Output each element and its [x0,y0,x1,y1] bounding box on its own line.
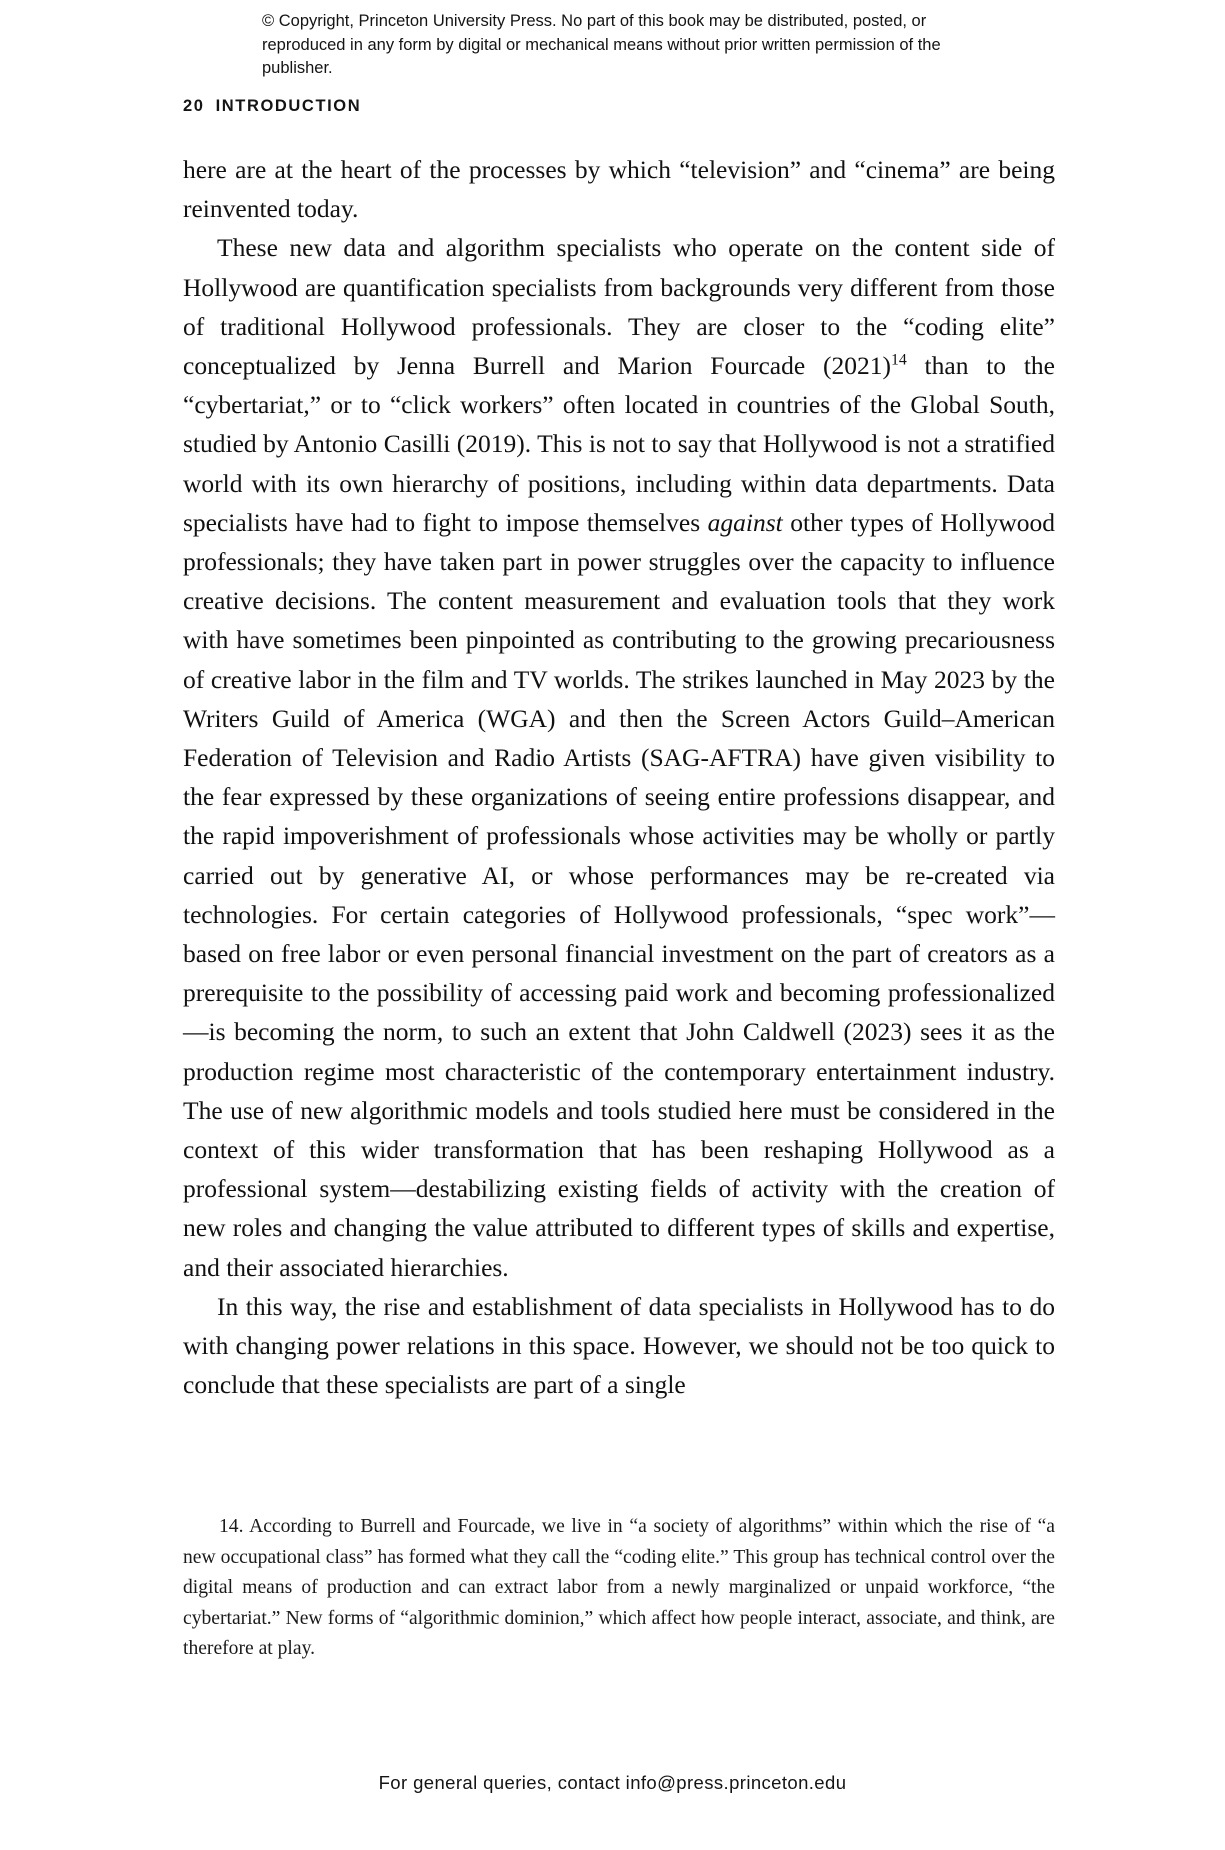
copyright-notice: © Copyright, Princeton University Press. No part of this book may be distributed, posted, or reproduced in any form by digital or mechanical means without prior written permission of the publisher. [262,12,941,77]
footnote-marker-14[interactable]: 14 [890,351,907,369]
page-number: 20 [183,97,205,115]
footnote-14-text: 14. According to Burrell and Fourcade, we live in “a society of algorithms” within which the rise of “a new occupational class” has formed what they call the “coding elite.” This group has technical control over the digital means of production and can extract labor from a newly marginalized or unpaid workforce, “the cybertariat.” New forms of “algorithmic dominion,” which affect how people interact, associate, and think, are therefore at play. [183,1516,1055,1659]
emphasis-against: against [707,507,783,537]
section-title: INTRODUCTION [215,97,362,115]
footnote-block [183,1512,1055,1665]
paragraph-text-part-2: than to the “cybertariat,” or to “click workers” often located in countries of the Global South, studied by Antonio Casilli (2019). This is not to say that Hollywood is not a stratified world with its own hierarchy of positions, including within data departments. Data specialists have had to fight to impose themselves [183,351,1055,537]
paragraph-data-specialists [183,228,1055,1286]
running-head [183,97,361,116]
paragraph-text-part-1: These new data and algorithm specialists who operate on the content side of Hollywood are quantification specialists from backgrounds very different from those of traditional Hollywood professionals. They are closer to the “coding elite” conceptualized by Jenna Burrell and Marion Fourcade (2021) [183,233,1055,381]
page-footer: For general queries, contact info@press.princeton.edu [378,1772,847,1793]
paragraph-power-relations: In this way, the rise and establishment of data specialists in Hollywood has to do with changing power relations in this space. However, we should not be too quick to conclude that these specialists are part of a single [183,1291,1055,1400]
paragraph-text-part-3: other types of Hollywood professionals; they have taken part in power struggles over the capacity to influence creative decisions. The content measurement and evaluation tools that they work with have sometimes been pinpointed as contributing to the growing precariousness of creative labor in the film and TV worlds. The strikes launched in May 2023 by the Writers Guild of America (WGA) and then the Screen Actors Guild–American Federation of Television and Radio Artists (SAG-AFTRA) have given visibility to the fear expressed by these organizations of seeing entire professions disappear, and the rapid impoverishment of professionals whose activities may be wholly or partly carried out by generative AI, or whose performances may be re-created via technologies. For certain categories of Hollywood professionals, “spec work”—based on free labor or even personal financial investment on the part of creators as a prerequisite to the possibility of accessing paid work and becoming professionalized—is becoming the norm, to such an extent that John Caldwell (2023) sees it as the production regime most characteristic of the contemporary entertainment industry. The use of new algorithmic models and tools studied here must be considered in the context of this wider transformation that has been reshaping Hollywood as a professional system—destabilizing existing fields of activity with the creation of new roles and changing the value attributed to different types of skills and expertise, and their associated hierarchies. [183,507,1055,1282]
paragraph-continuation: here are at the heart of the processes by which “television” and “cinema” are being reinvented today. [183,155,1055,224]
body-text-column [183,150,1055,1405]
